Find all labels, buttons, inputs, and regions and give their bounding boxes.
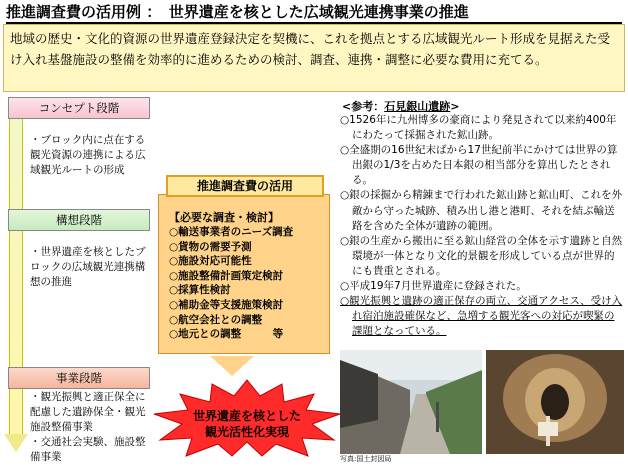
reference-heading-prefix: <参考： (342, 100, 385, 113)
katsuyo-item: ○輸送事業者のニーズ調査 (169, 226, 294, 238)
intro-text: 地域の歴史・文化的資源の世界遺産登録決定を契機に、これを拠点とする広域観光ルート形成を見据えた受け入れ基盤施設の整備を効率的に進めるための検討、調査、連携・調整に必要な費用に充てる。 (3, 24, 625, 92)
photo-mine-tunnel (486, 350, 624, 454)
reference-item: ○銀の生産から搬出に至る鉱山経営の全体を示す遺跡と自然環境が一体となり文化的景観を形成している点が世界的にも貴重とされる。 (340, 234, 623, 277)
stage-project: 事業段階 (8, 367, 150, 389)
reference-heading-suffix: > (450, 100, 460, 113)
katsuyo-heading: 推進調査費の活用 (166, 175, 324, 197)
reference-heading (342, 98, 459, 114)
page-title: 推進調査費の活用例 ： 世界遺産を核とした広域観光連携事業の推進 (6, 2, 622, 24)
katsuyo-item: ○採算性検討 (169, 284, 231, 297)
stage-concept: コンセプト段階 (8, 97, 150, 119)
katsuyo-subheading: 【必要な調査・検討】 (169, 211, 279, 224)
katsuyo-item: ○施設整備計画策定検討 (169, 269, 284, 282)
reference-heading-name: 石見銀山遺跡 (384, 100, 451, 113)
stage-plan-note: ・世界遺産を核としたブロックの広域観光連携構想の推進 (30, 246, 146, 288)
stage-plan: 構想段階 (8, 209, 150, 231)
reference-item: ○観光振興と遺跡の適正保存の両立、交通アクセス、受け入れ宿泊施設確保など、急増する観光客への対応が喫緊の課題となっている。 (340, 295, 623, 338)
katsuyo-item: ○地元との調整 等 (169, 328, 284, 341)
result-star-text: 世界遺産を核とした 観光活性化実現 (192, 409, 301, 439)
down-arrow-head-icon (4, 434, 28, 452)
photo-town-street (340, 350, 482, 454)
photo-credit: 写真:国土封図局 (340, 455, 392, 463)
reference-item: ○平成19年7月世界遺産に登録された。 (340, 280, 527, 293)
katsuyo-item: ○施設対応可能性 (169, 255, 252, 268)
katsuyo-box (158, 194, 330, 354)
katsuyo-item: ○補助金等支援施策検討 (169, 298, 284, 311)
reference-item: ○1526年に九州博多の豪商により発見されて以来約400年にわたって採掘された鉱山跡。 (340, 114, 617, 142)
katsuyo-item: ○航空会社との調整 (169, 313, 263, 326)
down-arrow-icon (210, 356, 254, 376)
katsuyo-item: ○貨物の需要予測 (169, 240, 252, 253)
stage-project-note: ・観光振興と適正保全に配慮した遺跡保全・観光施設整備事業 ・交通社会実験、施設整備事業 (30, 391, 146, 463)
reference-item: ○全盛期の16世紀末ばから17世紀前半にかけては世界の算出銀の1/3を占めた日本銀の相当部分を算出したとされる。 (340, 144, 618, 187)
katsuyo-list (169, 225, 323, 342)
stage-concept-note: ・ブロック内に点在する観光資源の連携による広域観光ルートの形成 (30, 134, 146, 176)
reference-item: ○銀の採掘から精錬まで行われた鉱山跡と鉱山町、これを外敵から守った城跡、積み出し港と港町、それを結ぶ輸送路を含めた全体が遺跡の範囲。 (340, 189, 623, 232)
reference-list (340, 113, 624, 339)
